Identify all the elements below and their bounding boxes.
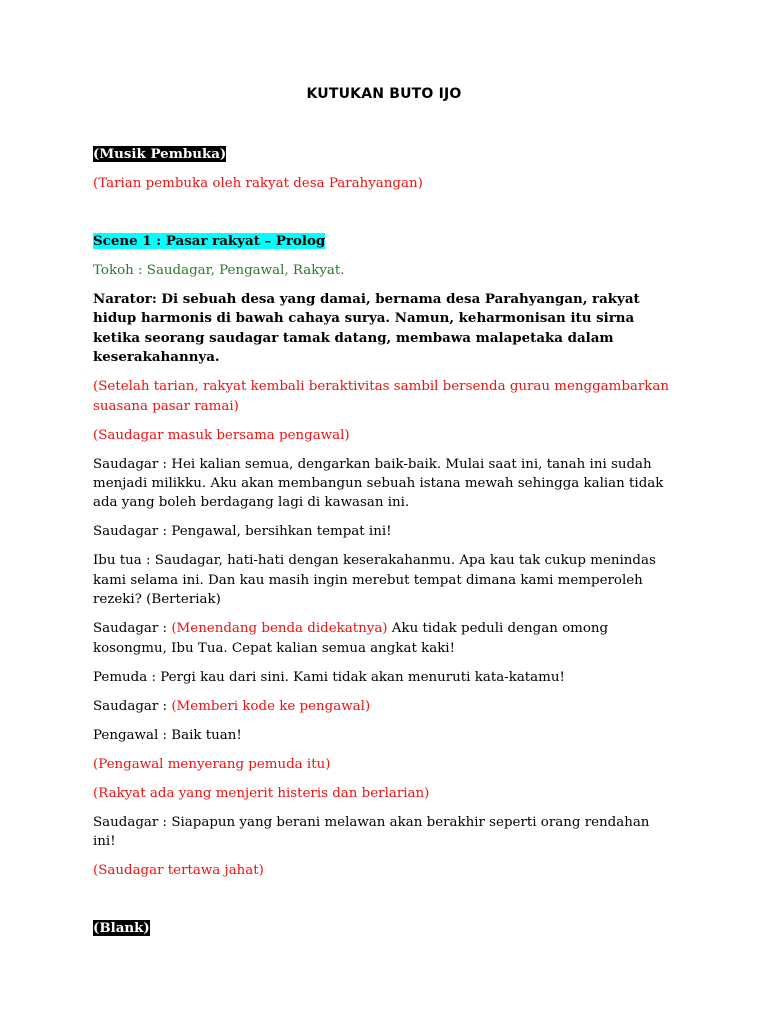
stage-direction: (Saudagar tertawa jahat) <box>93 863 264 879</box>
spacer <box>93 203 675 232</box>
dialogue-line <box>93 726 675 745</box>
stage-direction: (Pengawal menyerang pemuda itu) <box>93 756 331 772</box>
document-title: KUTUKAN BUTO IJO <box>306 86 462 102</box>
dialogue-line <box>93 522 675 541</box>
dialogue-line <box>93 619 675 658</box>
document-body <box>93 145 675 948</box>
narrator-paragraph: Narator: Di sebuah desa yang damai, bernama desa Parahyangan, rakyat hidup harmonis di bawah cahaya surya. Namun, keharmonisan itu sirna ketika seorang saudagar tamak datang, membawa malapetaka dalam keserakahannya. <box>93 291 640 366</box>
speaker-label: Saudagar : <box>93 456 172 472</box>
dialogue-line <box>93 668 675 687</box>
dialogue-line <box>93 697 675 716</box>
dialogue-text: Hei kalian semua, dengarkan baik-baik. Mulai saat ini, tanah ini sudah menjadi milikku. Aku akan membangun sebuah istana mewah sehingga kalian tidak ada yang boleh berdagang lagi di kawasan ini. <box>93 456 664 511</box>
dialogue-text: Siapapun yang berani melawan akan berakhir seperti orang rendahan ini! <box>93 814 650 850</box>
speaker-label: Pengawal : <box>93 727 172 743</box>
blank-paragraph <box>93 919 675 938</box>
dialogue-line <box>93 813 675 852</box>
dialogue-text: Aku tidak peduli dengan omong kosongmu, Ibu Tua. Cepat kalian semua angkat kaki! <box>93 621 609 656</box>
stage-direction: (Setelah tarian, rakyat kembali beraktivitas sambil bersenda gurau menggambarkan suasana pasar ramai) <box>93 379 670 414</box>
character-list: Tokoh : Saudagar, Pengawal, Rakyat. <box>93 263 345 278</box>
speaker-label: Saudagar : <box>93 524 172 540</box>
dialogue-line <box>93 551 675 609</box>
speaker-label: Saudagar : <box>93 814 172 830</box>
speaker-label: Saudagar : <box>93 621 172 637</box>
opening-dance-direction: (Tarian pembuka oleh rakyat desa Parahyangan) <box>93 176 423 191</box>
speaker-label: Ibu tua : <box>93 553 155 569</box>
stage-direction: (Rakyat ada yang menjerit histeris dan berlarian) <box>93 785 430 801</box>
dialogue-text: Pergi kau dari sini. Kami tidak akan menuruti kata-katamu! <box>160 669 565 685</box>
dialogue-line <box>93 455 675 513</box>
opening-music-paragraph <box>93 145 675 164</box>
scene-heading-paragraph <box>93 232 675 251</box>
dialogue-text: Baik tuan! <box>171 727 242 743</box>
inline-stage-direction: (Memberi kode ke pengawal) <box>171 698 371 714</box>
dialogue-text: Saudagar, hati-hati dengan keserakahanmu. Apa kau tak cukup menindas kami selama ini. Dan kau masih ingin merebut tempat dimana kami memperoleh rezeki? (Berteriak) <box>93 553 656 608</box>
speaker-label: Pemuda : <box>93 669 161 685</box>
stage-direction: (Saudagar masuk bersama pengawal) <box>93 427 350 443</box>
scene-heading: Scene 1 : Pasar rakyat – Prolog <box>93 233 326 249</box>
opening-music-label: (Musik Pembuka) <box>93 146 227 162</box>
spacer <box>93 890 675 919</box>
blank-marker: (Blank) <box>93 920 150 937</box>
script-lines <box>93 377 675 880</box>
inline-stage-direction: (Menendang benda didekatnya) <box>171 621 388 637</box>
dialogue-text: Pengawal, bersihkan tempat ini! <box>171 524 392 540</box>
speaker-label: Saudagar : <box>93 698 172 714</box>
